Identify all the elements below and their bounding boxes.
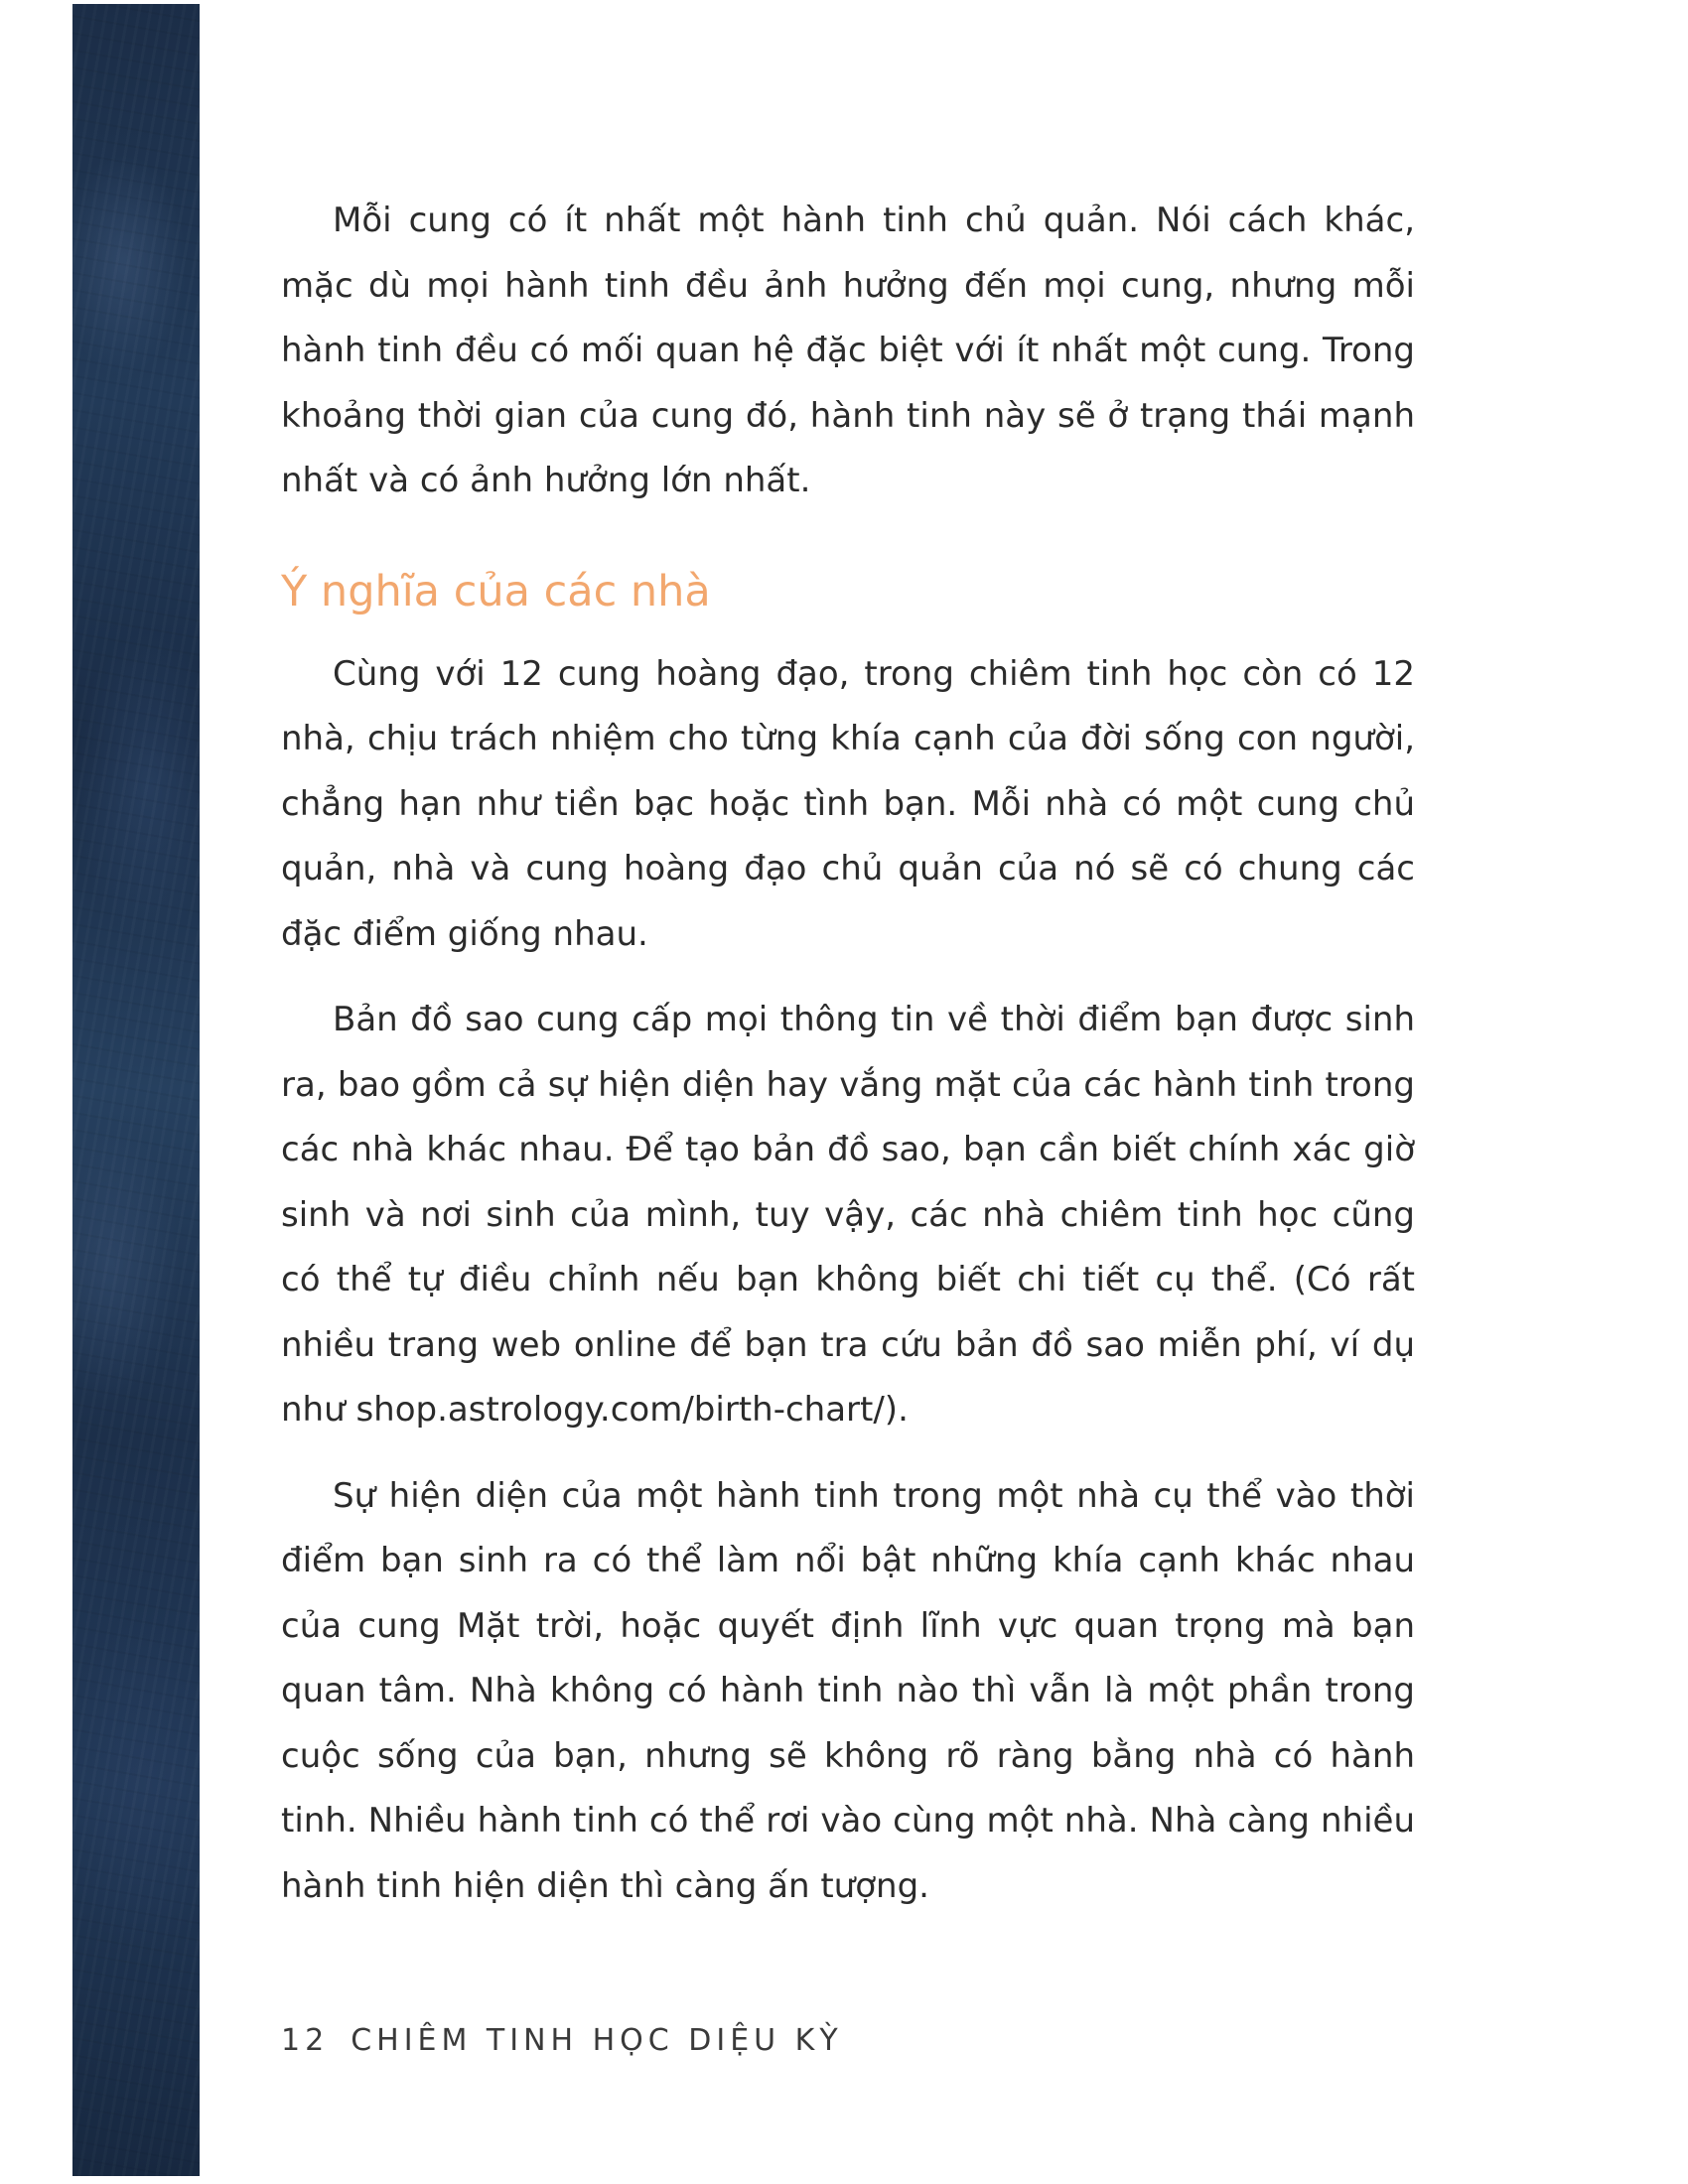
page-body [281, 189, 1415, 1919]
paragraph-birth-chart: Bản đồ sao cung cấp mọi thông tin về thời điểm bạn được sinh ra, bao gồm cả sự hiện diện hay vắng mặt của các hành tinh trong các nhà khác nhau. Để tạo bản đồ sao, bạn cần biết chính xác giờ sinh và nơi sinh của mình, tuy vậy, các nhà chiêm tinh học cũng có thể tự điều chỉnh nếu bạn không biết chi tiết cụ thể. (Có rất nhiều trang web online để bạn tra cứu bản đồ sao miễn phí, ví dụ như shop.astrology.com/birth-chart/). [281, 1000, 1415, 1430]
running-title: CHIÊM TINH HỌC DIỆU KỲ [351, 2023, 843, 2058]
paragraph-planet-presence: Sự hiện diện của một hành tinh trong một nhà cụ thể vào thời điểm bạn sinh ra có thể làm nổi bật những khía cạnh khác nhau của cung Mặt trời, hoặc quyết định lĩnh vực quan trọng mà bạn quan tâm. Nhà không có hành tinh nào thì vẫn là một phần trong cuộc sống của bạn, nhưng sẽ không rõ ràng bằng nhà có hành tinh. Nhiều hành tinh có thể rơi vào cùng một nhà. Nhà càng nhiều hành tinh hiện diện thì càng ấn tượng. [281, 1475, 1415, 1906]
decorative-side-band [72, 4, 200, 2176]
page-number: 12 [281, 2023, 330, 2058]
paragraph-ruling-planets: Mỗi cung có ít nhất một hành tinh chủ quản. Nói cách khác, mặc dù mọi hành tinh đều ảnh hưởng đến mọi cung, nhưng mỗi hành tinh đều có mối quan hệ đặc biệt với ít nhất một cung. Trong khoảng thời gian của cung đó, hành tinh này sẽ ở trạng thái mạnh nhất và có ảnh hưởng lớn nhất. [281, 201, 1415, 500]
section-heading: Ý nghĩa của các nhà [281, 566, 711, 616]
page-footer [281, 2021, 843, 2061]
paragraph-twelve-houses: Cùng với 12 cung hoàng đạo, trong chiêm tinh học còn có 12 nhà, chịu trách nhiệm cho từng khía cạnh của đời sống con người, chẳng hạn như tiền bạc hoặc tình bạn. Mỗi nhà có một cung chủ quản, nhà và cung hoàng đạo chủ quản của nó sẽ có chung các đặc điểm giống nhau. [281, 653, 1415, 954]
